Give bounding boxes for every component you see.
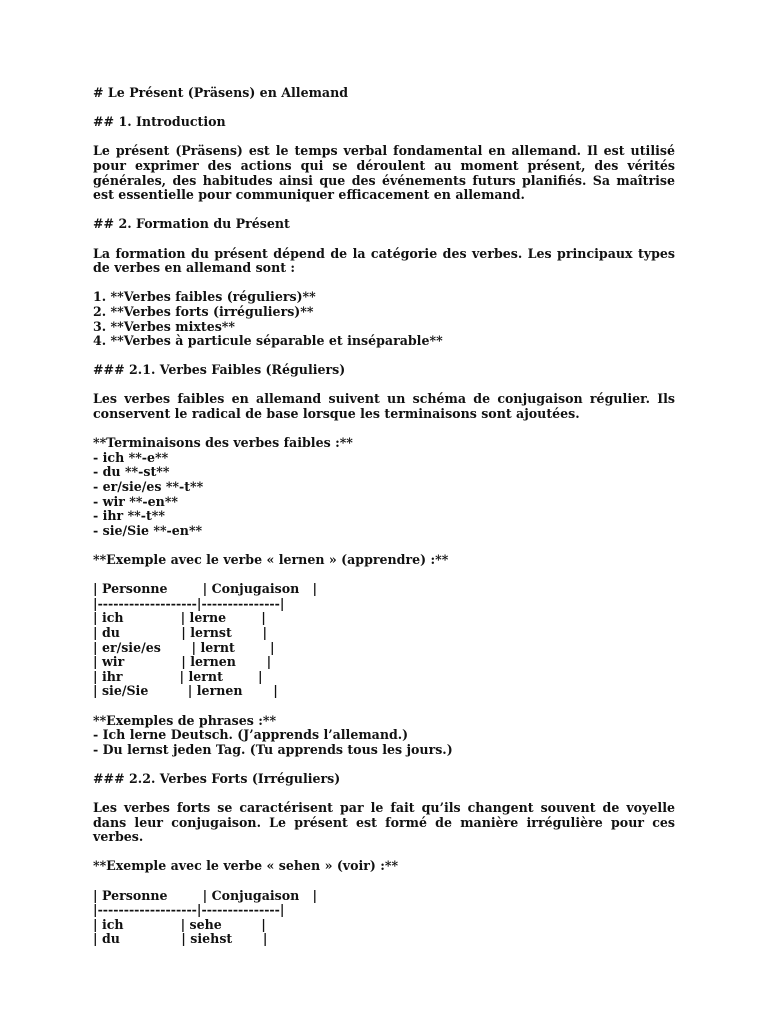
introduction-paragraph: Le présent (Präsens) est le temps verbal fondamental en allemand. Il est utilisé pour exprimer des actions qui se déroulent au moment présent, des vérités générales, des habitudes ainsi que des événements futurs planifiés. Sa maîtrise est essentielle pour communiquer efficacement en allemand. (93, 143, 675, 203)
table-row: | ihr | lernt | (93, 668, 263, 684)
strong-verbs-paragraph: Les verbes forts se caractérisent par le fait qu’ils changent souvent de voyelle dans leur conjugaison. Le présent est formé de manière irrégulière pour ces verbes. (93, 800, 675, 845)
list-item: - du **-st** (93, 464, 170, 480)
document-page (93, 86, 675, 947)
example-sentences-block (93, 714, 675, 758)
list-item: 2. **Verbes forts (irréguliers)** (93, 303, 314, 319)
table-row: | ich | lerne | (93, 610, 266, 626)
list-item: - Ich lerne Deutsch. (J’apprends l’allemand.) (93, 727, 409, 743)
table-row: | du | lernst | (93, 624, 268, 640)
subsection-heading-weak-verbs: ### 2.1. Verbes Faibles (Réguliers) (93, 362, 346, 378)
spacer (93, 568, 675, 583)
spacer (93, 276, 675, 291)
section-heading-introduction: ## 1. Introduction (93, 114, 226, 130)
spacer (93, 874, 675, 889)
spacer (93, 845, 675, 860)
spacer (93, 101, 675, 116)
formation-paragraph: La formation du présent dépend de la catégorie des verbes. Les principaux types de verbes en allemand sont : (93, 245, 675, 276)
spacer (93, 349, 675, 364)
lernen-example-title: **Exemple avec le verbe « lernen » (apprendre) :** (93, 552, 449, 567)
spacer (93, 378, 675, 393)
list-item: - sie/Sie **-en** (93, 522, 203, 538)
section-heading-formation: ## 2. Formation du Présent (93, 216, 290, 232)
list-item: - er/sie/es **-t** (93, 479, 204, 495)
weak-verbs-paragraph: Les verbes faibles en allemand suivent un schéma de conjugaison régulier. Ils conservent le radical de base lorsque les terminaisons sont ajoutées. (93, 391, 675, 422)
list-item: - ihr **-t** (93, 508, 165, 524)
example-sentences-title: **Exemples de phrases :** (93, 712, 277, 728)
list-item: - wir **-en** (93, 493, 178, 509)
list-item: - ich **-e** (93, 449, 169, 465)
subsection-heading-strong-verbs: ### 2.2. Verbes Forts (Irréguliers) (93, 770, 341, 786)
table-row: |-------------------|---------------| (93, 902, 285, 918)
list-item: 1. **Verbes faibles (réguliers)** (93, 289, 316, 305)
weak-endings-title: **Terminaisons des verbes faibles :** (93, 435, 353, 451)
list-item: - Du lernst jeden Tag. (Tu apprends tous les jours.) (93, 741, 453, 757)
table-row: | er/sie/es | lernt | (93, 639, 275, 655)
verb-types-list (93, 290, 675, 348)
document-title: # Le Présent (Präsens) en Allemand (93, 85, 349, 100)
sehen-conjugation-table (93, 889, 675, 947)
sehen-example-title: **Exemple avec le verbe « sehen » (voir) :** (93, 858, 399, 874)
weak-endings-block (93, 436, 675, 538)
table-row: |-------------------|---------------| (93, 595, 285, 611)
spacer (93, 787, 675, 802)
spacer (93, 203, 675, 218)
table-row: | sie/Sie | lernen | (93, 683, 278, 699)
spacer (93, 130, 675, 145)
spacer (93, 699, 675, 714)
table-row: | Personne | Conjugaison | (93, 581, 318, 597)
lernen-conjugation-table (93, 582, 675, 699)
spacer (93, 757, 675, 772)
spacer (93, 538, 675, 553)
spacer (93, 422, 675, 437)
list-item: 4. **Verbes à particule séparable et inséparable** (93, 333, 443, 349)
list-item: 3. **Verbes mixtes** (93, 318, 235, 334)
spacer (93, 232, 675, 247)
table-row: | Personne | Conjugaison | (93, 887, 318, 903)
table-row: | ich | sehe | (93, 916, 266, 932)
table-row: | du | siehst | (93, 931, 268, 947)
table-row: | wir | lernen | (93, 654, 272, 670)
